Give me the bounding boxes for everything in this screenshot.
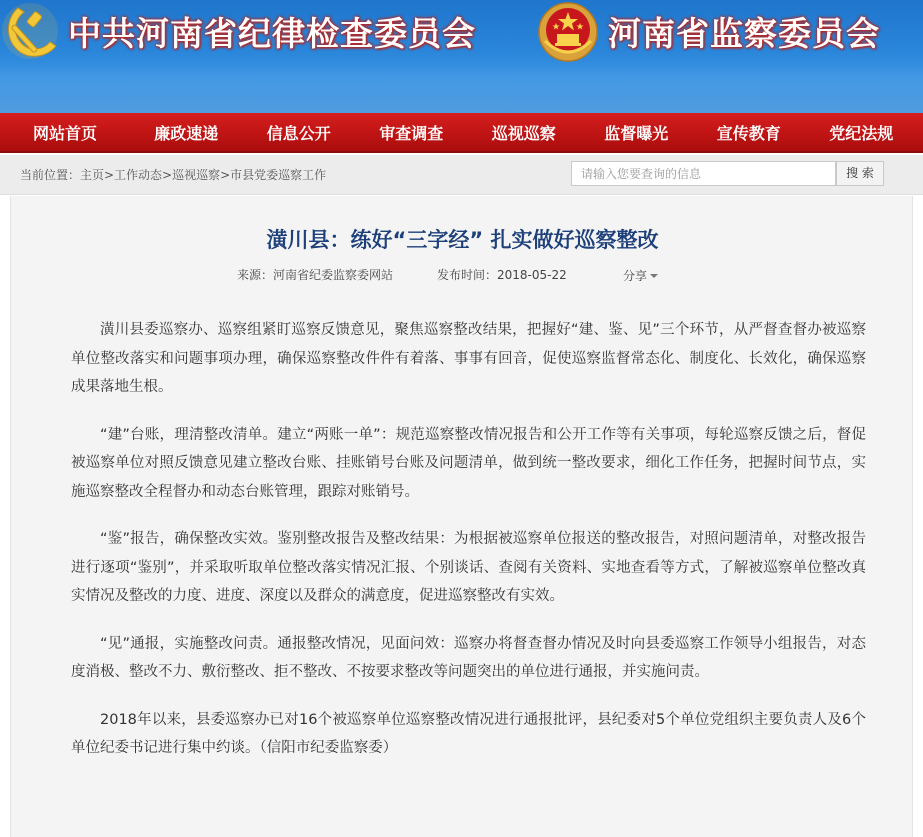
nav-item-exposure[interactable]: 监督曝光: [604, 123, 669, 143]
content-area: [0, 196, 923, 837]
national-emblem-icon: [537, 1, 599, 63]
article: [10, 196, 913, 837]
article-paragraph: 2018年以来，县委巡察办已对16个被巡察单位巡察整改情况进行通报批评，县纪委对5个单位党组织主要负责人及6个单位纪委书记进行集中约谈。（信阳市纪委监察委）: [71, 711, 866, 756]
nav-item-news[interactable]: 廉政速递: [154, 123, 219, 143]
article-paragraph: “见”通报，实施整改问责。通报整改情况，见面问效：巡察办将督查督办情况及时向县委巡察工作领导小组报告，对态度消极、整改不力、敷衍整改、拒不整改、不按要求整改等问题突出的单位进行通报，并实施问责。: [71, 635, 866, 680]
article-date: 发布时间：2018-05-22: [437, 268, 567, 282]
article-source: 来源：河南省纪委监察委网站: [237, 268, 394, 282]
article-body: [71, 316, 866, 782]
share-button[interactable]: [623, 267, 658, 284]
article-paragraph: 潢川县委巡察办、巡察组紧盯巡察反馈意见，聚焦巡察整改结果，把握好“建、鉴、见”三个环节，从严督查督办被巡察单位整改落实和问题事项办理，确保巡察整改件件有着落、事事有回音，促使巡察监督常态化、制度化、长效化，确保巡察成果落地生根。: [71, 322, 866, 395]
chevron-down-icon: [650, 274, 658, 278]
nav-item-education[interactable]: 宣传教育: [716, 123, 781, 143]
nav-item-inspection[interactable]: 巡视巡察: [491, 123, 556, 143]
nav-item-investigation[interactable]: 审查调查: [379, 123, 444, 143]
article-paragraph: “鉴”报告，确保整改实效。鉴别整改报告及整改结果：为根据被巡察单位报送的整改报告，对照问题清单，对整改报告进行逐项“鉴别”，并采取听取单位整改落实情况汇报、个别谈话、查阅有关资料、实地查看等方式，了解被巡察单位整改真实情况及整改的力度、进度、深度以及群众的满意度，促进巡察整改有实效。: [71, 531, 866, 604]
banner-title-right: 河南省监察委员会: [608, 14, 880, 53]
header-banner: [0, 0, 923, 113]
nav-item-regulations[interactable]: 党纪法规: [829, 123, 894, 143]
nav-item-home[interactable]: 网站首页: [32, 123, 97, 143]
banner-title-left: 中共河南省纪律检查委员会: [68, 14, 476, 53]
main-nav: [0, 113, 923, 153]
search-input[interactable]: [571, 161, 836, 186]
search-button[interactable]: 搜 索: [836, 161, 884, 186]
party-emblem-icon: [0, 0, 62, 64]
breadcrumb[interactable]: 当前位置：主页>工作动态>巡视巡察>市县党委巡察工作: [20, 168, 327, 182]
article-paragraph: “建”台账，理清整改清单。建立“两账一单”：规范巡察整改情况报告和公开工作等有关事项，每轮巡察反馈之后，督促被巡察单位对照反馈意见建立整改台账、挂账销号台账及问题清单，做到统一整改要求，细化工作任务，把握时间节点，实施巡察整改全程督办和动态台账管理，跟踪对账销号。: [71, 426, 866, 500]
article-meta: [11, 266, 914, 286]
nav-item-disclosure[interactable]: 信息公开: [266, 123, 331, 143]
share-label: 分享: [623, 269, 648, 283]
article-title: 潢川县：练好“三字经” 扎实做好巡察整改: [266, 228, 659, 252]
banner-glow: [0, 60, 923, 113]
